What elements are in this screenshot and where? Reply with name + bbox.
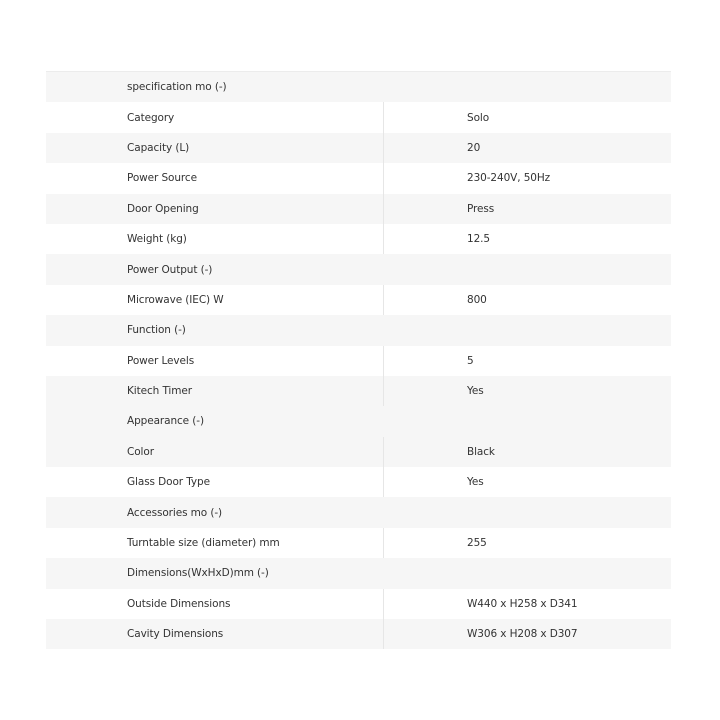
section-header-row	[46, 72, 671, 102]
spec-value: 20	[467, 141, 481, 154]
spec-value: 5	[467, 354, 474, 367]
section-header-label: Power Output (-)	[127, 263, 213, 276]
section-header-row	[46, 406, 671, 436]
spec-row	[46, 163, 671, 193]
spec-label: Microwave (IEC) W	[127, 293, 224, 306]
spec-value: 12.5	[467, 233, 490, 246]
section-header-label: Function (-)	[127, 324, 186, 337]
section-header-label: Accessories mo (-)	[127, 506, 223, 519]
spec-row	[46, 102, 671, 132]
spec-row	[46, 285, 671, 315]
spec-label: Weight (kg)	[127, 233, 187, 246]
spec-label: Glass Door Type	[127, 476, 210, 489]
section-header-label: specification mo (-)	[127, 81, 227, 94]
section-header-label: Dimensions(WxHxD)mm (-)	[127, 567, 269, 580]
spec-value: 255	[467, 537, 487, 550]
spec-label: Door Opening	[127, 202, 199, 215]
spec-value: W306 x H208 x D307	[467, 628, 578, 641]
spec-label: Turntable size (diameter) mm	[127, 537, 280, 550]
spec-row	[46, 528, 671, 558]
spec-row	[46, 224, 671, 254]
spec-row	[46, 376, 671, 406]
spec-value: Yes	[467, 476, 484, 489]
spec-row	[46, 619, 671, 649]
spec-label: Power Source	[127, 172, 197, 185]
spec-value: 800	[467, 293, 487, 306]
spec-row	[46, 437, 671, 467]
spec-label: Outside Dimensions	[127, 597, 231, 610]
section-header-row	[46, 315, 671, 345]
spec-value: W440 x H258 x D341	[467, 597, 578, 610]
spec-label: Cavity Dimensions	[127, 628, 224, 641]
spec-label: Power Levels	[127, 354, 195, 367]
spec-value: Press	[467, 202, 495, 215]
spec-row	[46, 589, 671, 619]
spec-value: Black	[467, 445, 495, 458]
spec-row	[46, 346, 671, 376]
spec-label: Category	[127, 111, 175, 124]
section-header-row	[46, 558, 671, 588]
section-header-label: Appearance (-)	[127, 415, 204, 428]
spec-value: 230-240V, 50Hz	[467, 172, 551, 185]
spec-label: Kitech Timer	[127, 385, 192, 398]
spec-value: Solo	[467, 111, 490, 124]
spec-row	[46, 194, 671, 224]
section-header-row	[46, 254, 671, 284]
spec-label: Color	[127, 445, 154, 458]
specification-table	[46, 71, 671, 649]
spec-value: Yes	[467, 385, 484, 398]
spec-row	[46, 133, 671, 163]
section-header-row	[46, 497, 671, 527]
spec-row	[46, 467, 671, 497]
spec-label: Capacity (L)	[127, 141, 190, 154]
